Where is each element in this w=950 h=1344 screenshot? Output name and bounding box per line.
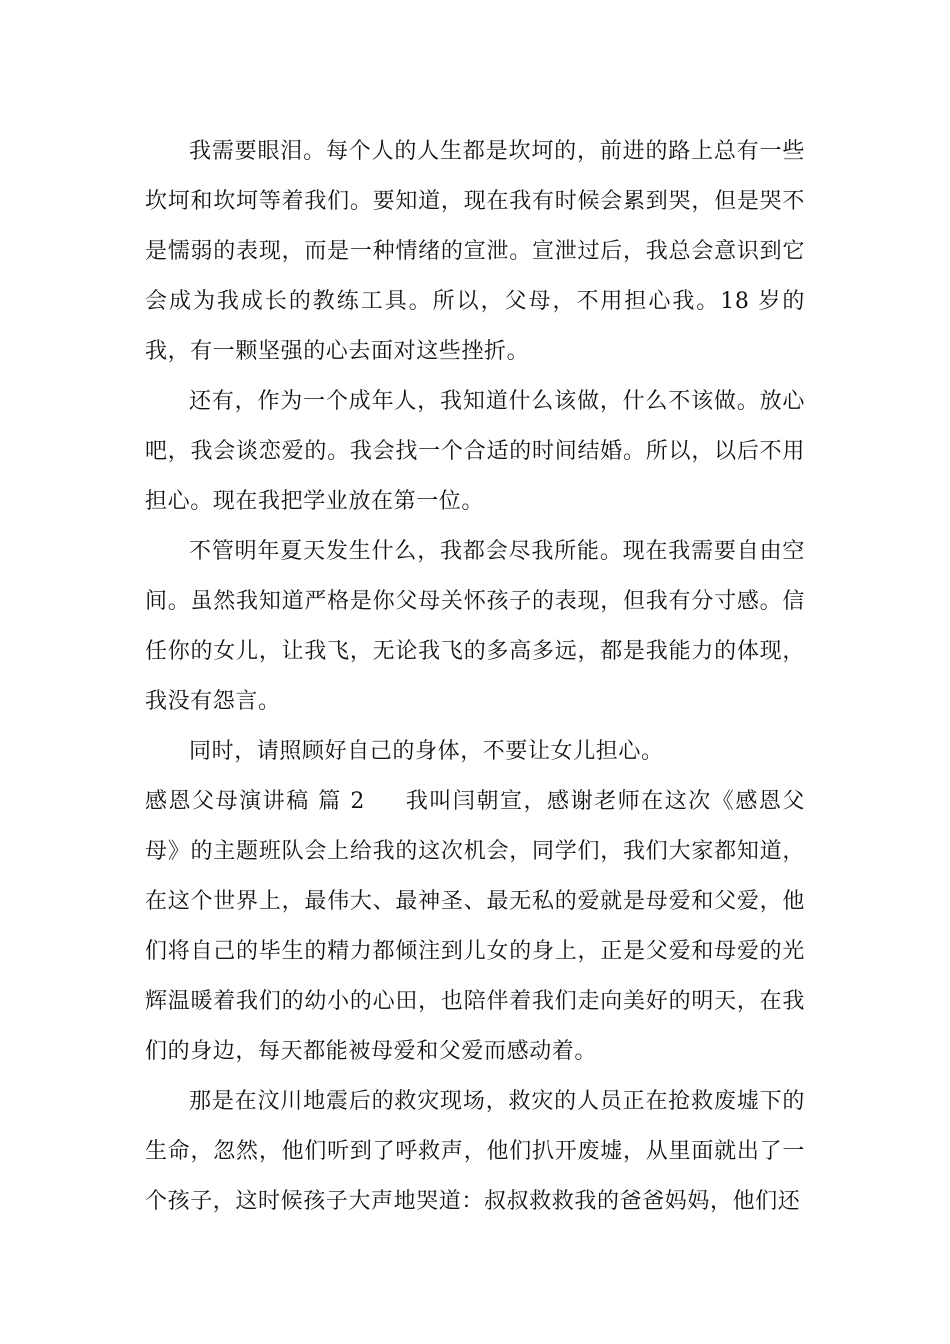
section-first-paragraph: 我叫闫朝宣，感谢老师在这次《感恩父母》的主题班队会上给我的这次机会，同学们，我们大家都知道，在这个世界上，最伟大、最神圣、最无私的爱就是母爱和父爱，他们将自己的毕生的精力都倾注到儿女的身上，正是父爱和母爱的光辉温暖着我们的幼小的心田，也陪伴着我们走向美好的明天，在我们的身边，每天都能被母爱和父爱而感动着。: [145, 789, 805, 1064]
paragraph-6: 那是在汶川地震后的救灾现场，救灾的人员正在抢救废墟下的生命，忽然，他们听到了呼救声，他们扒开废墟，从里面就出了一个孩子，这时候孩子大声地哭道：叔叔救救我的爸爸妈妈，他们还: [145, 1089, 805, 1214]
section-heading: 感恩父母演讲稿 篇 2: [145, 789, 365, 814]
paragraph-3: 不管明年夏天发生什么，我都会尽我所能。现在我需要自由空间。虽然我知道严格是你父母关怀孩子的表现，但我有分寸感。信任你的女儿，让我飞，无论我飞的多高多远，都是我能力的体现，我没有怨言。: [145, 539, 805, 714]
paragraph-1: 我需要眼泪。每个人的人生都是坎坷的，前进的路上总有一些坎坷和坎坷等着我们。要知道，现在我有时候会累到哭，但是哭不是懦弱的表现，而是一种情绪的宣泄。宣泄过后，我总会意识到它会成为我成长的教练工具。所以，父母，不用担心我。18 岁的我，有一颗坚强的心去面对这些挫折。: [145, 139, 805, 364]
document-body: [145, 127, 805, 1227]
paragraph-2: 还有，作为一个成年人，我知道什么该做，什么不该做。放心吧，我会谈恋爱的。我会找一个合适的时间结婚。所以，以后不用担心。现在我把学业放在第一位。: [145, 389, 805, 514]
section-2-intro: [145, 777, 805, 1077]
paragraph-4: 同时，请照顾好自己的身体，不要让女儿担心。: [189, 739, 664, 764]
